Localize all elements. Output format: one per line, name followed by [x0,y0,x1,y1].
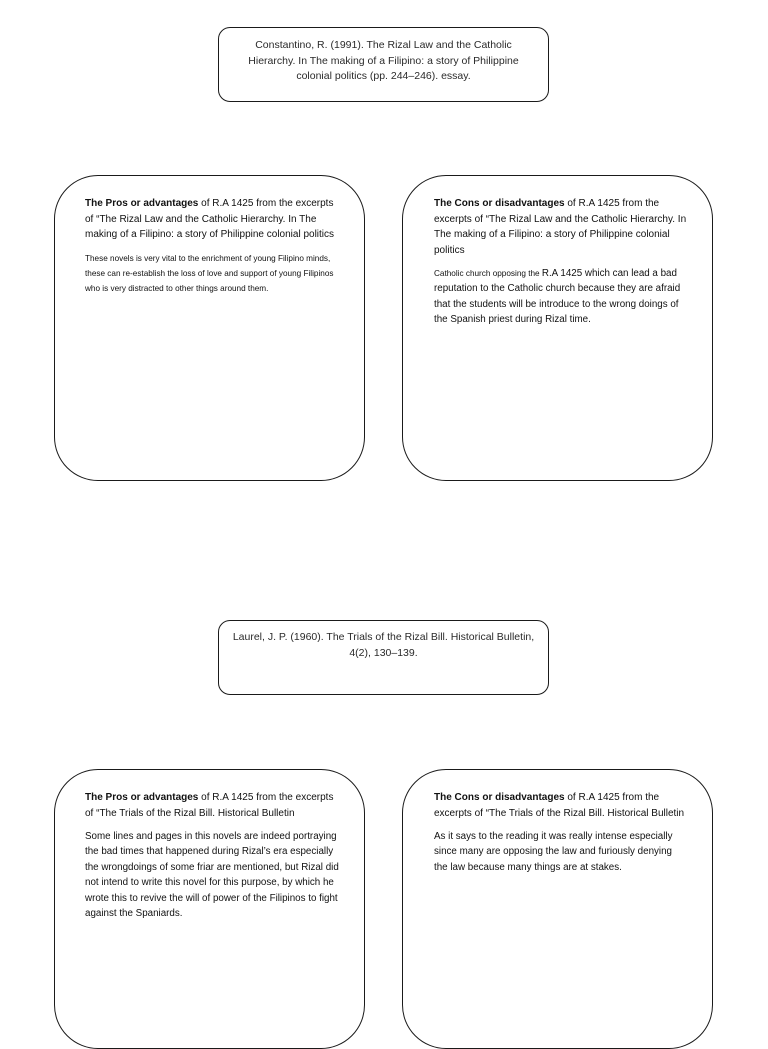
pros-card-rizal-law [54,175,365,481]
pros-body: These novels is very vital to the enrichment of young Filipino minds, these can re-establish the loss of love and support of young Filipinos who is very distracted to other things around them. [85,253,334,293]
cons-heading-bold: The Cons or disadvantages [434,198,565,209]
cons-card-trials [402,769,713,1049]
cons-heading-rest: of R.A 1425 from the excerpts of “The Trials of the Rizal Bill. Historical Bulletin [434,792,685,819]
cons-heading [434,790,688,821]
reference-text: Laurel, J. P. (1960). The Trials of the Rizal Bill. Historical Bulletin, 4(2), 130–139. [232,631,535,659]
cons-body: As it says to the reading it was really intense especially since many are opposing the law and furiously denying the law because many things are at stakes. [434,831,673,873]
cons-heading-rest: of R.A 1425 from the excerpts of “The Rizal Law and the Catholic Hierarchy. In The making of a Filipino: a story of Philippine colonial politics [434,198,687,256]
reference-text: Constantino, R. (1991). The Rizal Law and the Catholic Hierarchy. In The making of a Filipino: a story of Philippine colonial politics (pp. 244–246). essay. [248,39,519,82]
cons-heading [434,196,688,258]
pros-heading-bold: The Pros or advantages [85,792,199,803]
pros-card-trials [54,769,365,1049]
pros-body: Some lines and pages in this novels are indeed portraying the bad times that happened during Rizal’s era especially the wrongdoings of some friar are mentioned, but Rizal did not intend to write this novel for this purpose, by which he wrote this to revive the will of power of the Filipinos to fight against the Spaniards. [85,831,339,920]
reference-box-laurel [218,620,549,695]
cons-body-small: Catholic church opposing the [434,269,542,278]
reference-box-constantino [218,27,549,102]
pros-heading [85,790,340,821]
pros-heading-rest: of R.A 1425 from the excerpts of “The Trials of the Rizal Bill. Historical Bulletin [85,792,334,819]
cons-body-rest: R.A 1425 which can lead a bad reputation to the Catholic church because they are afraid that the students will be introduce to the wrong doings of the Spanish priest during Rizal time. [434,268,681,326]
pros-heading [85,196,340,243]
pros-heading-rest: of R.A 1425 from the excerpts of “The Rizal Law and the Catholic Hierarchy. In The making of a Filipino: a story of Philippine colonial politics [85,198,335,240]
pros-heading-bold: The Pros or advantages [85,198,199,209]
cons-body [434,266,688,328]
cons-card-rizal-law [402,175,713,481]
cons-heading-bold: The Cons or disadvantages [434,792,565,803]
